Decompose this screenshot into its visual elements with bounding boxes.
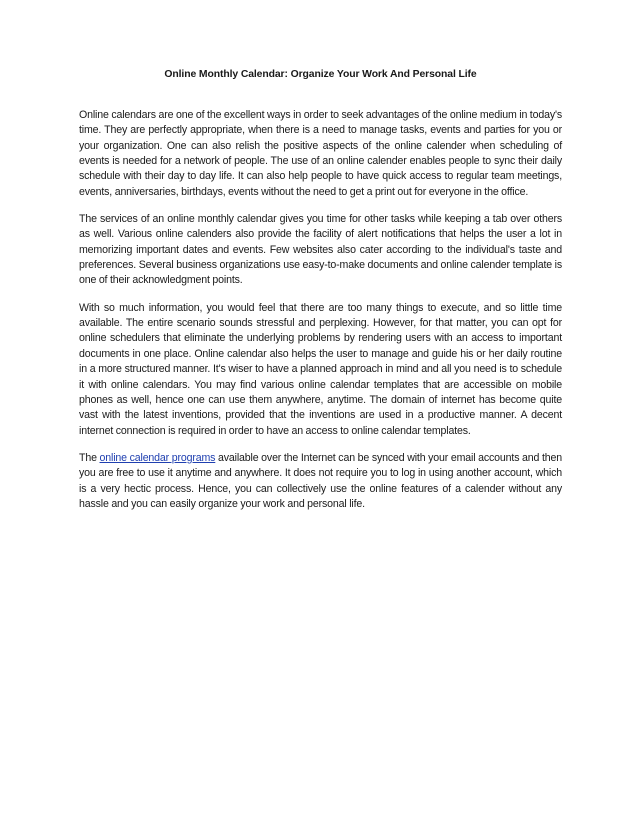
document-page — [79, 68, 562, 524]
paragraph-4-rest: available over the Internet can be synced with your email accounts and then you are free to use it anytime and anywhere. It does not require you to log in using another account, which is a very hectic process. Hence, you can collectively use the online features of a calender without any hassle and you can easily organize your work and personal life. — [79, 451, 562, 510]
paragraph-3: With so much information, you would feel that there are too many things to execute, and so little time available. The entire scenario sounds stressful and perplexing. However, for that matter, you can opt for online schedulers that eliminate the underlying problems by rendering users with an access to important documents in one place. Online calendar also helps the user to manage and guide his or her daily routine in a more structured manner. It's wiser to have a planned approach in mind and all you need is to schedule it with online calendars. You may find various online calendar templates that are accessible on mobile phones as well, hence one can use them anywhere, anytime. The domain of internet has become quite vast with the latest inventions, provided that the inventions are used in a productive manner. A decent internet connection is required in order to have an access to online calendar templates. — [79, 301, 562, 437]
paragraph-4 — [79, 451, 562, 512]
paragraph-2: The services of an online monthly calendar gives you time for other tasks while keeping a tab over others as well. Various online calenders also provide the facility of alert notifications that helps the user a lot in memorizing important dates and events. Few websites also cater according to the individual's taste and preferences. Several business organizations use easy-to-make documents and online calender template is one of their acknowledgment points. — [79, 213, 562, 287]
paragraph-1: Online calendars are one of the excellent ways in order to seek advantages of the online medium in today's time. They are perfectly appropriate, when there is a need to manage tasks, events and parties for you or your organization. One can also relish the positive aspects of the online calender when scheduling of events is needed for a network of people. The use of an online calender enables people to sync their daily schedule with their day to day life. It can also help people to have quick access to regular team meetings, events, anniversaries, birthdays, events without the need to get a print out for everyone in the office. — [79, 109, 562, 198]
paragraph-4-lead: The — [79, 451, 100, 464]
document-title: Online Monthly Calendar: Organize Your Work And Personal Life — [164, 69, 477, 80]
online-calendar-programs-link[interactable]: online calendar programs — [99, 451, 216, 464]
